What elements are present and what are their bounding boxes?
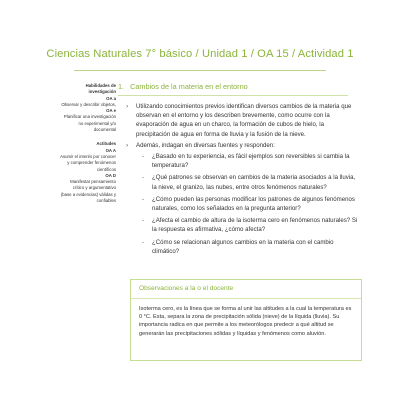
title-divider — [74, 70, 326, 71]
question-text: ¿Cómo se relacionan algunos cambios en la materia con el cambio climático? — [152, 238, 334, 255]
sidebar-line: Asumir el interés por conocer — [60, 153, 116, 159]
sidebar-line: OA a — [106, 95, 116, 101]
observations-body: Isoterma cero, es la línea que se forma al unir las altitudes a la cual la temperatura es 0 °C. Esta, separa la zona de precipitación sólida (nieve) de la líquida (lluvia). Su importancia radica en que permite a los meteorólogos predecir a qué altitud se generarán las precipitaciones sólidas y líquidas y fenómenos como aluvión. — [139, 306, 352, 337]
sidebar-line: Planificar una investigación — [63, 114, 116, 120]
dash-bullet-icon: - — [142, 195, 145, 203]
section-divider — [118, 95, 348, 96]
activity-list — [118, 102, 358, 256]
activity-item — [118, 102, 358, 139]
observations-title: Observaciones a la o el docente — [131, 280, 361, 299]
chevron-right-icon: › — [126, 141, 129, 149]
question-item — [136, 173, 358, 191]
teacher-observations-box — [130, 279, 362, 361]
question-item — [136, 238, 358, 256]
activity-item-text: Utilizando conocimientos previos identifican diversos cambios de la materia que observan en el entorno y los describen brevemente, como ocurre con la evaporación de agua en un charco, la formación de cubos de hielo, la precipitación de agua en forma de lluvia y la fusión de la nieve. — [136, 103, 352, 138]
chevron-right-icon: › — [126, 103, 129, 110]
sidebar-group-attitudes — [28, 141, 116, 204]
sidebar-line: Manifestar pensamiento — [70, 179, 116, 185]
main-content — [118, 82, 358, 259]
sidebar-line: OA A — [105, 147, 116, 153]
sidebar-line: (base a evidencias) válidas y — [60, 191, 116, 197]
question-text: ¿Basado en tu experiencia, es fácil ejemplos son reversibles si cambia la temperatura? — [152, 153, 350, 170]
sidebar-line: confiables — [96, 198, 116, 204]
sidebar-line: crítico y argumentativo — [72, 185, 116, 191]
question-item — [136, 216, 358, 234]
dash-bullet-icon: - — [142, 238, 145, 246]
sidebar-line: Habilidades de — [85, 83, 116, 88]
sidebar-line: y comprender fenómenos — [67, 160, 116, 166]
sidebar-objectives — [28, 83, 116, 212]
question-item — [136, 195, 358, 213]
section-title: Cambios de la materia en el entorno — [130, 82, 248, 91]
question-list — [136, 152, 358, 256]
sidebar-line: Actitudes — [96, 141, 116, 147]
page-title: Ciencias Naturales 7° básico / Unidad 1 / OA 15 / Actividad 1 — [46, 48, 354, 60]
sidebar-line: Observar y describir objetos, — [61, 101, 116, 107]
sidebar-line: no experimental y/o — [78, 120, 116, 126]
question-text: ¿Afecta el cambio de altura de la isoterma cero en fenómenos naturales? Si la respuesta es afirmativa, ¿cómo afecta? — [152, 217, 358, 234]
activity-item — [118, 141, 358, 256]
sidebar-group-skills — [28, 83, 116, 133]
question-text: ¿Cómo pueden las personas modificar los patrones de algunos fenómenos naturales, como los señalados en la pregunta anterior? — [152, 195, 355, 213]
dash-bullet-icon: - — [142, 217, 145, 225]
sidebar-line: OA e — [106, 108, 116, 114]
dash-bullet-icon: - — [142, 174, 145, 182]
section-heading — [118, 82, 358, 91]
question-item — [136, 152, 358, 170]
activity-item-text: Además, indagan en diversas fuentes y responden: — [136, 141, 275, 149]
sidebar-line: documental — [93, 127, 116, 133]
sidebar-line: OA D — [105, 172, 116, 178]
question-text: ¿Qué patrones se observan en cambios de la materia asociados a la lluvia, la nieve, el granizo, las nubes, entre otros fenómenos naturales? — [152, 174, 356, 191]
dash-bullet-icon: - — [142, 153, 145, 161]
sidebar-line: investigación — [88, 89, 116, 95]
sidebar-line: científicos — [96, 166, 116, 172]
section-number: 1. — [118, 82, 125, 91]
